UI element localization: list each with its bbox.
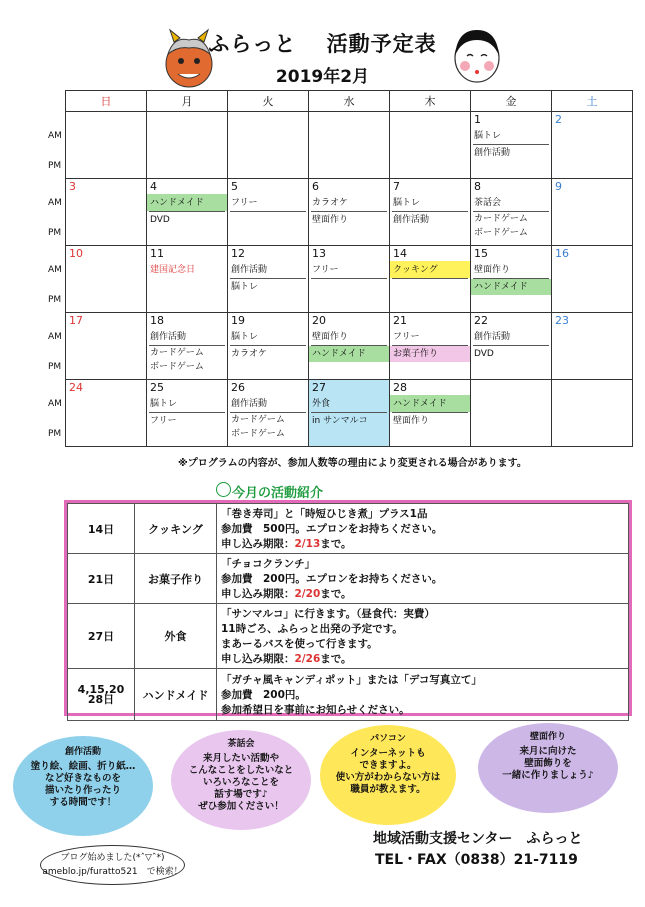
calendar-day	[147, 313, 228, 380]
pm-activity: in サンマルコ	[312, 416, 368, 426]
am-activity: 創作活動	[231, 399, 268, 409]
weekday-3: 水	[309, 91, 390, 112]
tel-fax: TEL・FAX（0838）21-7119	[375, 852, 578, 868]
bubble-line: 壁面飾りを	[524, 758, 572, 769]
am-activity-2: カードゲーム	[231, 415, 285, 425]
am-activity: 創作活動	[150, 332, 187, 342]
pm-label: PM	[48, 295, 62, 305]
am-activity: 外食	[312, 399, 331, 409]
day-number: 26	[231, 381, 245, 394]
calendar-day	[228, 313, 309, 380]
pm-activity: ボードゲーム	[150, 362, 204, 372]
calendar-day	[309, 380, 390, 447]
bubble-line: 使い方がわからない方は	[335, 772, 441, 783]
calendar-day	[471, 380, 552, 447]
day-number: 4	[150, 180, 157, 193]
calendar-day	[228, 112, 309, 179]
bubble-wall-art	[478, 723, 618, 813]
activity-intro-table	[64, 500, 632, 716]
bubble-line: いろいろなことを	[202, 777, 279, 788]
intro-row	[68, 669, 629, 721]
day-number: 10	[69, 247, 83, 260]
day-number: 18	[150, 314, 164, 327]
intro-name: お菓子作り	[135, 554, 217, 604]
bubble-line: 職員が教えます。	[350, 784, 426, 795]
day-number: 22	[474, 314, 488, 327]
pm-activity: 創作活動	[393, 215, 430, 225]
weekday-4: 木	[390, 91, 471, 112]
calendar-day	[471, 112, 552, 179]
pm-activity: 脳トレ	[231, 282, 259, 292]
day-number: 8	[474, 180, 481, 193]
day-number: 11	[150, 247, 164, 260]
calendar-week	[66, 179, 633, 246]
day-number: 3	[69, 180, 76, 193]
day-number: 14	[393, 247, 407, 260]
intro-date: 21日	[68, 554, 135, 604]
pm-activity: DVD	[474, 349, 494, 359]
pm-activity: 創作活動	[474, 148, 511, 158]
am-activity: 脳トレ	[393, 198, 421, 208]
am-label: AM	[48, 131, 62, 141]
calendar-day	[147, 380, 228, 447]
am-activity: フリー	[393, 332, 420, 342]
pm-activity: ハンドメイド	[474, 282, 528, 292]
am-activity: フリー	[312, 265, 339, 275]
pm-activity: ボードゲーム	[231, 429, 285, 439]
calendar-day	[390, 313, 471, 380]
calendar-day	[147, 112, 228, 179]
calendar-week	[66, 112, 633, 179]
calendar-day	[552, 246, 633, 313]
holiday-label: 建国記念日	[150, 265, 196, 275]
weekday-2: 火	[228, 91, 309, 112]
calendar-week	[66, 313, 633, 380]
pm-activity: 壁面作り	[312, 215, 349, 225]
pm-label: PM	[48, 429, 62, 439]
day-number: 17	[69, 314, 83, 327]
pm-activity: ハンドメイド	[312, 349, 366, 359]
am-activity-2: カードゲーム	[474, 214, 528, 224]
calendar-day	[309, 313, 390, 380]
day-number: 16	[555, 247, 569, 260]
day-number: 23	[555, 314, 569, 327]
bubble-line: インターネットも	[350, 748, 426, 759]
calendar-week	[66, 246, 633, 313]
calendar-day	[471, 313, 552, 380]
day-number: 13	[312, 247, 326, 260]
calendar-day	[147, 179, 228, 246]
calendar-day	[228, 179, 309, 246]
calendar-day	[66, 380, 147, 447]
am-label: AM	[48, 399, 62, 409]
weekday-5: 金	[471, 91, 552, 112]
bubble-line: ぜひ参加ください！	[198, 801, 284, 812]
calendar	[65, 90, 633, 455]
am-activity: 茶話会	[474, 198, 502, 208]
day-number: 9	[555, 180, 562, 193]
calendar-day	[309, 246, 390, 313]
bubble-line: する時間です！	[49, 797, 117, 808]
bubble-line: 話す場です♪	[214, 789, 268, 800]
am-activity: 脳トレ	[474, 131, 502, 141]
calendar-day	[147, 246, 228, 313]
intro-date: 14日	[68, 504, 135, 554]
weekday-1: 月	[147, 91, 228, 112]
am-activity-2: カードゲーム	[150, 348, 204, 358]
pm-activity: お菓子作り	[393, 349, 439, 359]
am-label: AM	[48, 265, 62, 275]
calendar-day	[552, 112, 633, 179]
day-number: 25	[150, 381, 164, 394]
bubble-line: 来月したい活動や	[202, 753, 279, 764]
calendar-day	[309, 179, 390, 246]
pm-label: PM	[48, 362, 62, 372]
pm-activity: フリー	[150, 416, 177, 426]
pm-activity: 壁面作り	[393, 416, 430, 426]
day-number: 20	[312, 314, 326, 327]
intro-row	[68, 504, 629, 554]
am-label: AM	[48, 332, 62, 342]
pm-activity: カラオケ	[231, 349, 267, 359]
bubble-line: できますよ。	[359, 760, 417, 771]
calendar-day	[471, 246, 552, 313]
intro-name: クッキング	[135, 504, 217, 554]
pm-activity: DVD	[150, 215, 170, 225]
day-number: 12	[231, 247, 245, 260]
am-activity: 創作活動	[474, 332, 511, 342]
calendar-day	[390, 179, 471, 246]
title-main: ふらっと	[208, 32, 297, 56]
bubble-title: パソコン	[370, 734, 406, 744]
calendar-day	[228, 246, 309, 313]
calendar-day	[309, 112, 390, 179]
am-activity: ハンドメイド	[150, 198, 204, 208]
intro-name: ハンドメイド	[135, 669, 217, 721]
intro-desc: 「ガチャ風キャンディポット」または「デコ写真立て」 参加費 200円。 参加希望日を事前にお知らせください。	[217, 669, 629, 721]
pm-activity: ボードゲーム	[474, 228, 528, 238]
calendar-day	[66, 112, 147, 179]
calendar-day	[66, 246, 147, 313]
day-number: 1	[474, 113, 481, 126]
am-activity: 壁面作り	[474, 265, 511, 275]
bubble-line: など好きなものを	[44, 773, 121, 784]
calendar-day	[390, 112, 471, 179]
day-number: 6	[312, 180, 319, 193]
bubble-creative	[13, 736, 153, 836]
bubble-pc	[320, 725, 456, 825]
center-name: 地域活動支援センター ふらっと	[373, 831, 583, 847]
bubble-line: 一緒に作りましょう♪	[502, 770, 594, 781]
bubble-title: 茶話会	[227, 739, 255, 749]
weekday-header	[66, 91, 633, 112]
bubble-line: 描いたり作ったり	[44, 785, 121, 796]
calendar-day	[552, 179, 633, 246]
bubble-title: 壁面作り	[529, 732, 566, 742]
calendar-day	[228, 380, 309, 447]
day-number: 15	[474, 247, 488, 260]
intro-desc: 「サンマルコ」に行きます。（昼食代：実費） 11時ごろ、ふらっと出発の予定です。 まあーるバスを使って行きます。 申し込み期限：2/26まで。	[217, 604, 629, 669]
pm-label: PM	[48, 161, 62, 171]
calendar-day	[552, 380, 633, 447]
page-title	[0, 28, 645, 58]
intro-row	[68, 554, 629, 604]
month-heading: 2019年2月	[275, 67, 370, 87]
calendar-day	[66, 179, 147, 246]
intro-desc: 「巻き寿司」と「時短ひじき煮」プラス1品 参加費 500円。エプロンをお持ちください。 申し込み期限：2/13まで。	[217, 504, 629, 554]
intro-date: 4,15,20 28日	[68, 669, 135, 721]
day-number: 5	[231, 180, 238, 193]
am-activity: 脳トレ	[150, 399, 178, 409]
am-label: AM	[48, 198, 62, 208]
calendar-day	[390, 380, 471, 447]
intro-row	[68, 604, 629, 669]
bubble-line: 来月に向けた	[519, 746, 577, 757]
intro-name: 外食	[135, 604, 217, 669]
bubble-line: 塗り絵、絵画、折り紙…	[30, 761, 136, 772]
day-number: 2	[555, 113, 562, 126]
calendar-day	[390, 246, 471, 313]
day-number: 28	[393, 381, 407, 394]
intro-date: 27日	[68, 604, 135, 669]
day-number: 27	[312, 381, 326, 394]
calendar-day	[66, 313, 147, 380]
am-activity: クッキング	[393, 265, 438, 275]
weekday-6: 土	[552, 91, 633, 112]
title-sub: 活動予定表	[326, 32, 437, 56]
am-activity: ハンドメイド	[393, 399, 447, 409]
intro-title: 今月の活動紹介	[232, 486, 324, 501]
am-activity: 脳トレ	[231, 332, 259, 342]
am-activity: 創作活動	[231, 265, 268, 275]
calendar-week	[66, 380, 633, 447]
bubble-tea-party	[171, 730, 311, 830]
day-number: 24	[69, 381, 83, 394]
am-activity: フリー	[231, 198, 258, 208]
pm-label: PM	[48, 228, 62, 238]
blog-cloud: ブログ始めました(*ˆ▽ˆ*) ameblo.jp/furatto521 で検索！	[40, 845, 185, 885]
weekday-0: 日	[66, 91, 147, 112]
calendar-day	[471, 179, 552, 246]
bubble-title: 創作活動	[64, 747, 101, 757]
day-number: 7	[393, 180, 400, 193]
am-activity: 壁面作り	[312, 332, 349, 342]
calendar-day	[552, 313, 633, 380]
intro-desc: 「チョコクランチ」 参加費 200円。エプロンをお持ちください。 申し込み期限：2/20まで。	[217, 554, 629, 604]
day-number: 21	[393, 314, 407, 327]
am-activity: カラオケ	[312, 198, 348, 208]
change-notice: ※プログラムの内容が、参加人数等の理由により変更される場合があります。	[178, 458, 527, 469]
day-number: 19	[231, 314, 245, 327]
smile-icon	[216, 482, 231, 497]
bubble-line: こんなことをしたいなと	[188, 765, 294, 776]
